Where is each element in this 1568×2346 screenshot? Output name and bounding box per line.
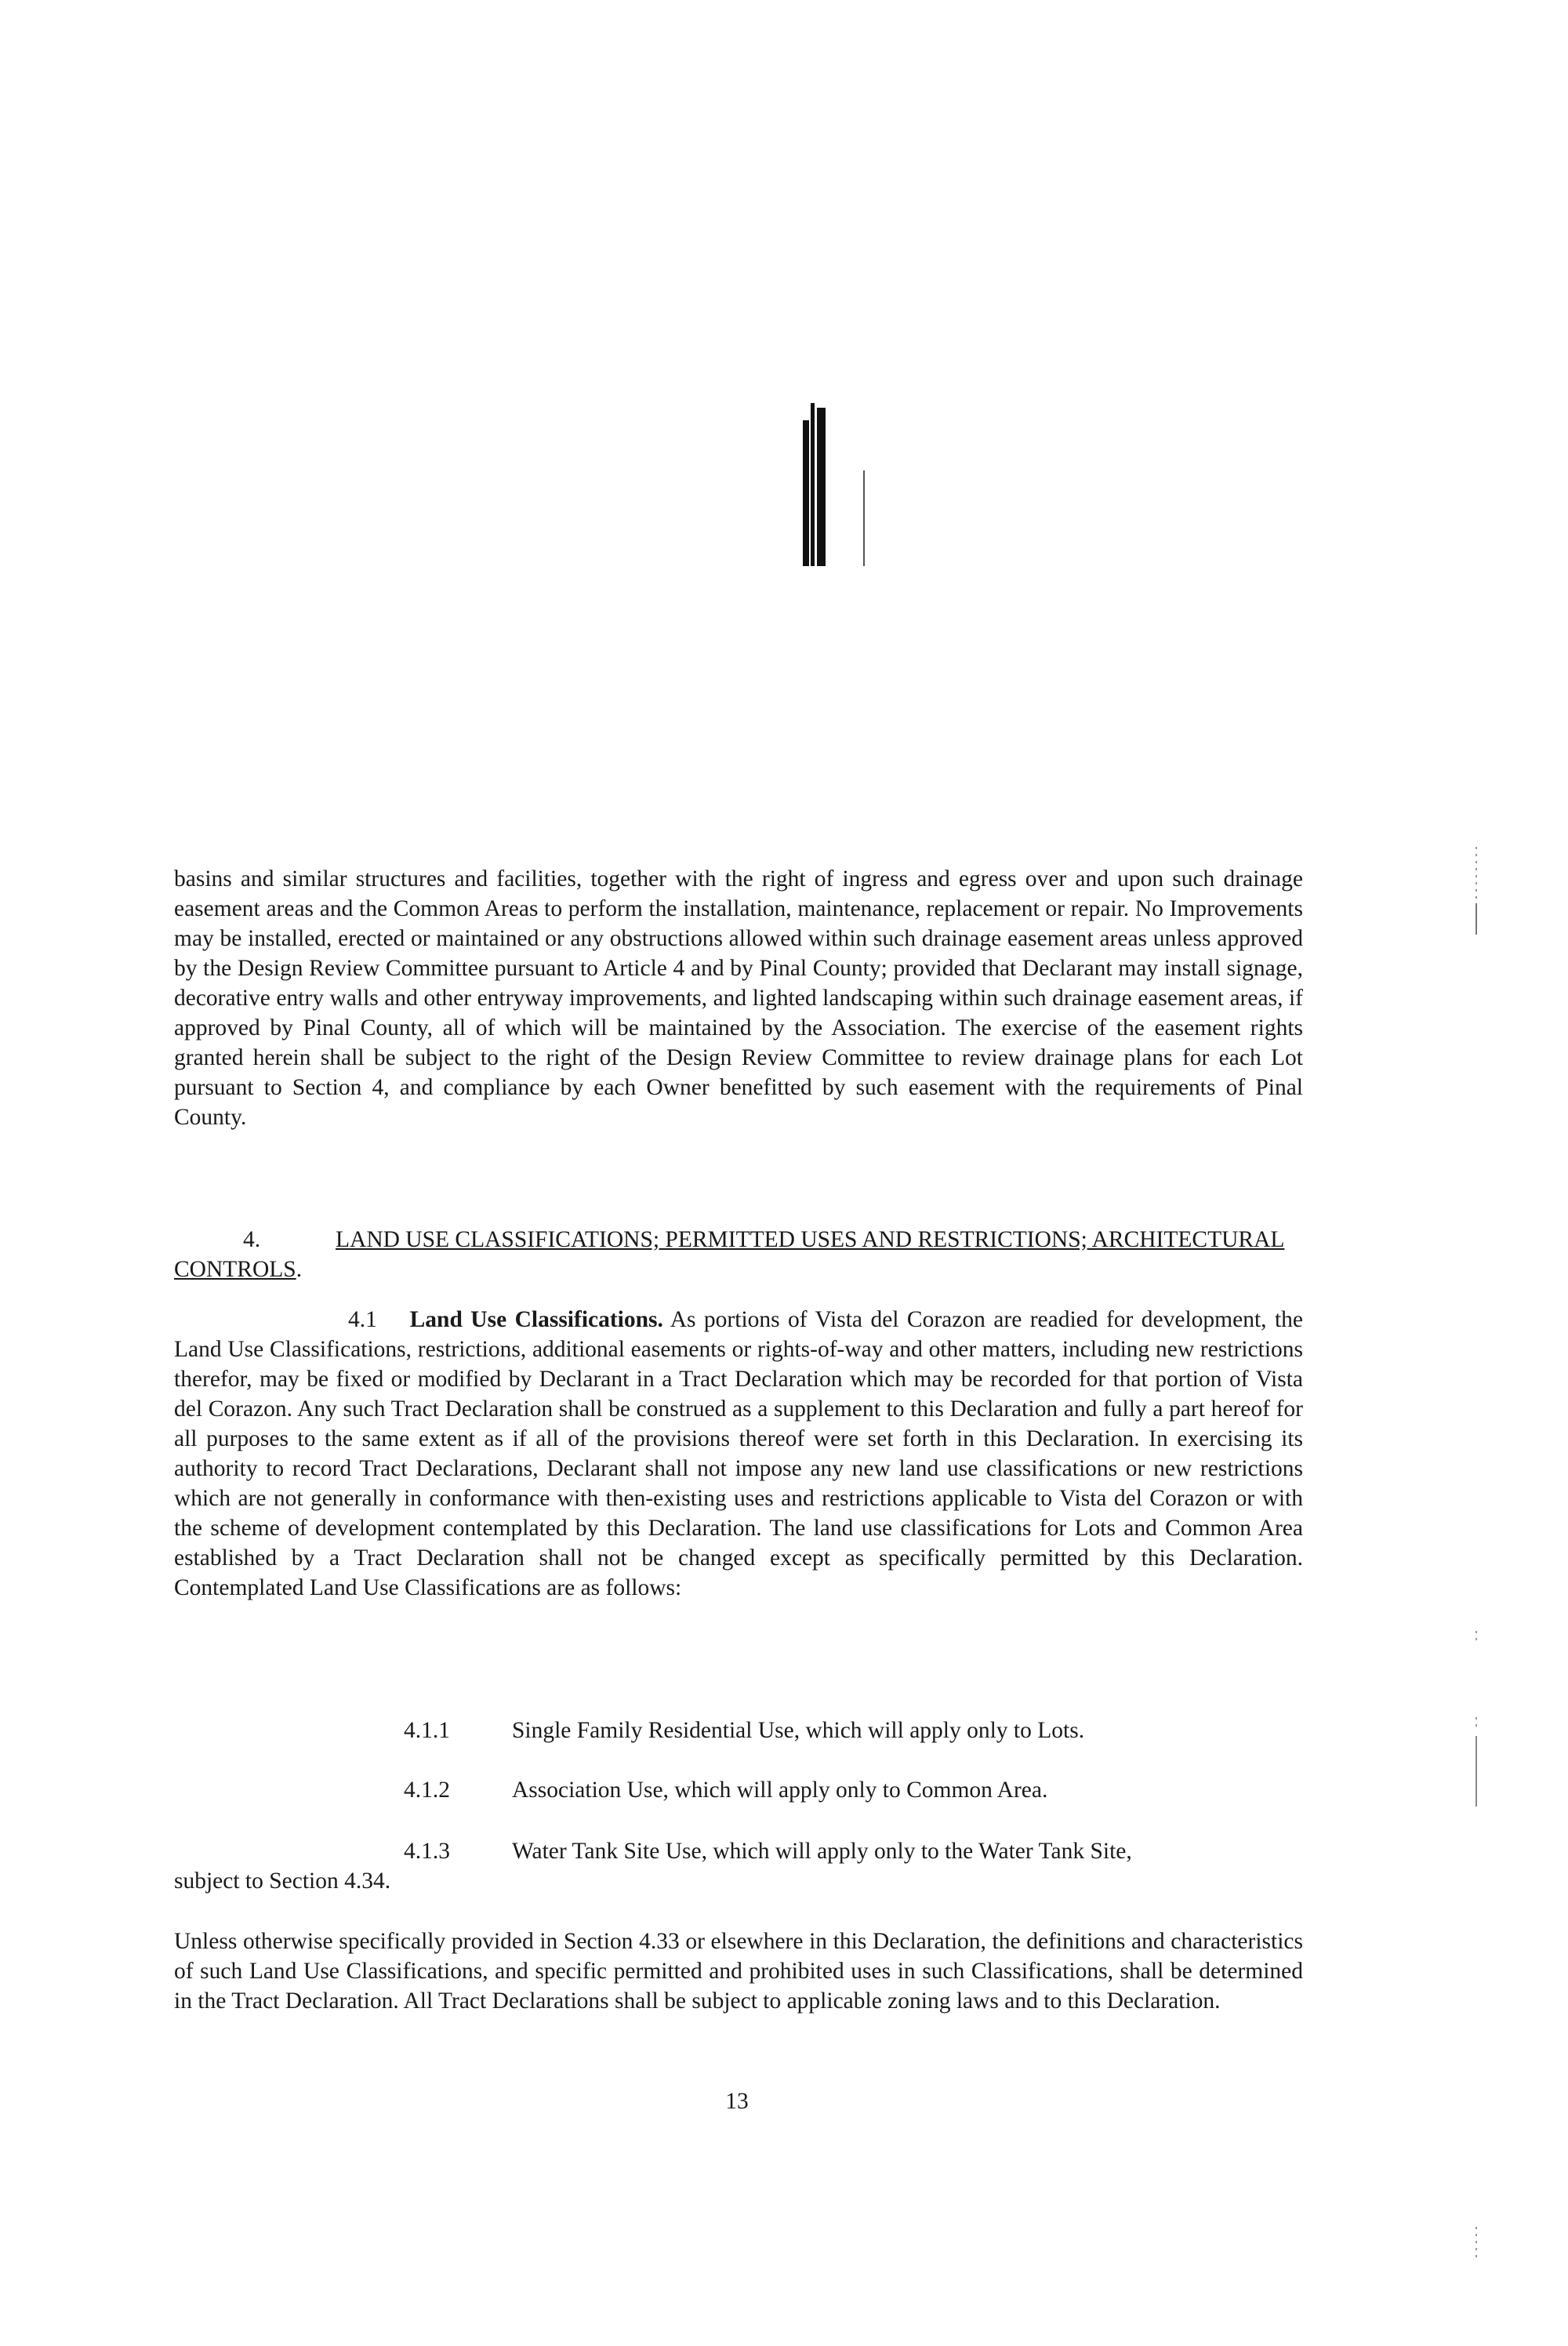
scan-mark-bar-1 — [803, 420, 809, 566]
section-4-1-paragraph — [174, 1305, 1303, 1603]
section-4-heading — [174, 1225, 1303, 1284]
list-item-4-1-2 — [404, 1775, 1047, 1805]
list-item-4-1-1 — [404, 1716, 1084, 1745]
item-number: 4.1.1 — [404, 1718, 450, 1743]
page-number: 13 — [725, 2089, 749, 2114]
margin-artifact-5 — [1475, 1736, 1477, 1807]
section-4-1-number: 4.1 — [348, 1307, 377, 1332]
section-title-period: . — [296, 1257, 303, 1282]
margin-artifact-6 — [1475, 2227, 1477, 2258]
section-4-1-heading: Land Use Classifications. — [409, 1307, 663, 1332]
item-number: 4.1.2 — [404, 1778, 450, 1803]
margin-artifact-4 — [1475, 1717, 1477, 1730]
margin-artifact-1 — [1475, 847, 1477, 902]
paragraph-tract-declarations — [174, 1927, 1303, 2016]
list-item-4-1-3-continuation: subject to Section 4.34. — [174, 1868, 391, 1894]
section-title: LAND USE CLASSIFICATIONS; PERMITTED USES AND RESTRICTIONS; ARCHITECTURAL CONTROLS — [174, 1227, 1285, 1282]
scan-mark-bar-2 — [811, 403, 815, 566]
margin-artifact-2 — [1475, 903, 1477, 935]
section-4-1-body: As portions of Vista del Corazon are readied for development, the Land Use Classifications, restrictions, additional easements or rights-of-way and other matters, including new restrictions therefor, may be fixed or modified by Declarant in a Tract Declaration which may be recorded for that portion of Vista del Corazon. Any such Tract Declaration shall be construed as a supplement to this Declaration and fully a part hereof for all purposes to the same extent as if all of the provisions thereof were set forth in this Declaration. In exercising its authority to record Tract Declarations, Declarant shall not impose any new land use classifications or new restrictions which are not generally in conformance with then-existing uses and restrictions applicable to Vista del Corazon or with the scheme of development contemplated by this Declaration. The land use classifications for Lots and Common Area established by a Tract Declaration shall not be changed except as specifically permitted by this Declaration. Contemplated Land Use Classifications are as follows: — [174, 1307, 1304, 1600]
list-item-4-1-3 — [404, 1836, 1305, 1866]
item-text: Association Use, which will apply only to Common Area. — [512, 1778, 1048, 1803]
section-4-1 — [174, 1305, 1303, 1603]
item-number: 4.1.3 — [404, 1839, 450, 1864]
paragraph-text: Unless otherwise specifically provided in Section 4.33 or elsewhere in this Declaration, the definitions and characteristics of such Land Use Classifications, and specific permitted and prohibited uses in such Classifications, shall be determined in the Tract Declaration. All Tract Declarations shall be subject to applicable zoning laws and to this Declaration. — [174, 1929, 1303, 2014]
item-text: Single Family Residential Use, which will apply only to Lots. — [512, 1718, 1085, 1743]
scan-mark-bar-3 — [817, 408, 826, 566]
item-text: Water Tank Site Use, which will apply only to the Water Tank Site, — [512, 1839, 1132, 1864]
section-number: 4. — [243, 1227, 261, 1252]
scan-mark-line — [863, 470, 865, 566]
margin-artifact-3 — [1475, 1631, 1477, 1640]
paragraph-drainage-easements — [174, 864, 1303, 1132]
paragraph-text: basins and similar structures and facilities, together with the right of ingress and egress over and upon such drainage easement areas and the Common Areas to perform the installation, maintenance, replacement or repair. No Improvements may be installed, erected or maintained or any obstructions allowed within such drainage easement areas unless approved by the Design Review Committee pursuant to Article 4 and by Pinal County; provided that Declarant may install signage, decorative entry walls and other entryway improvements, and lighted landscaping within such drainage easement areas, if approved by Pinal County, all of which will be maintained by the Association. The exercise of the easement rights granted herein shall be subject to the right of the Design Review Committee to review drainage plans for each Lot pursuant to Section 4, and compliance by each Owner benefitted by such easement with the requirements of Pinal County. — [174, 866, 1303, 1130]
